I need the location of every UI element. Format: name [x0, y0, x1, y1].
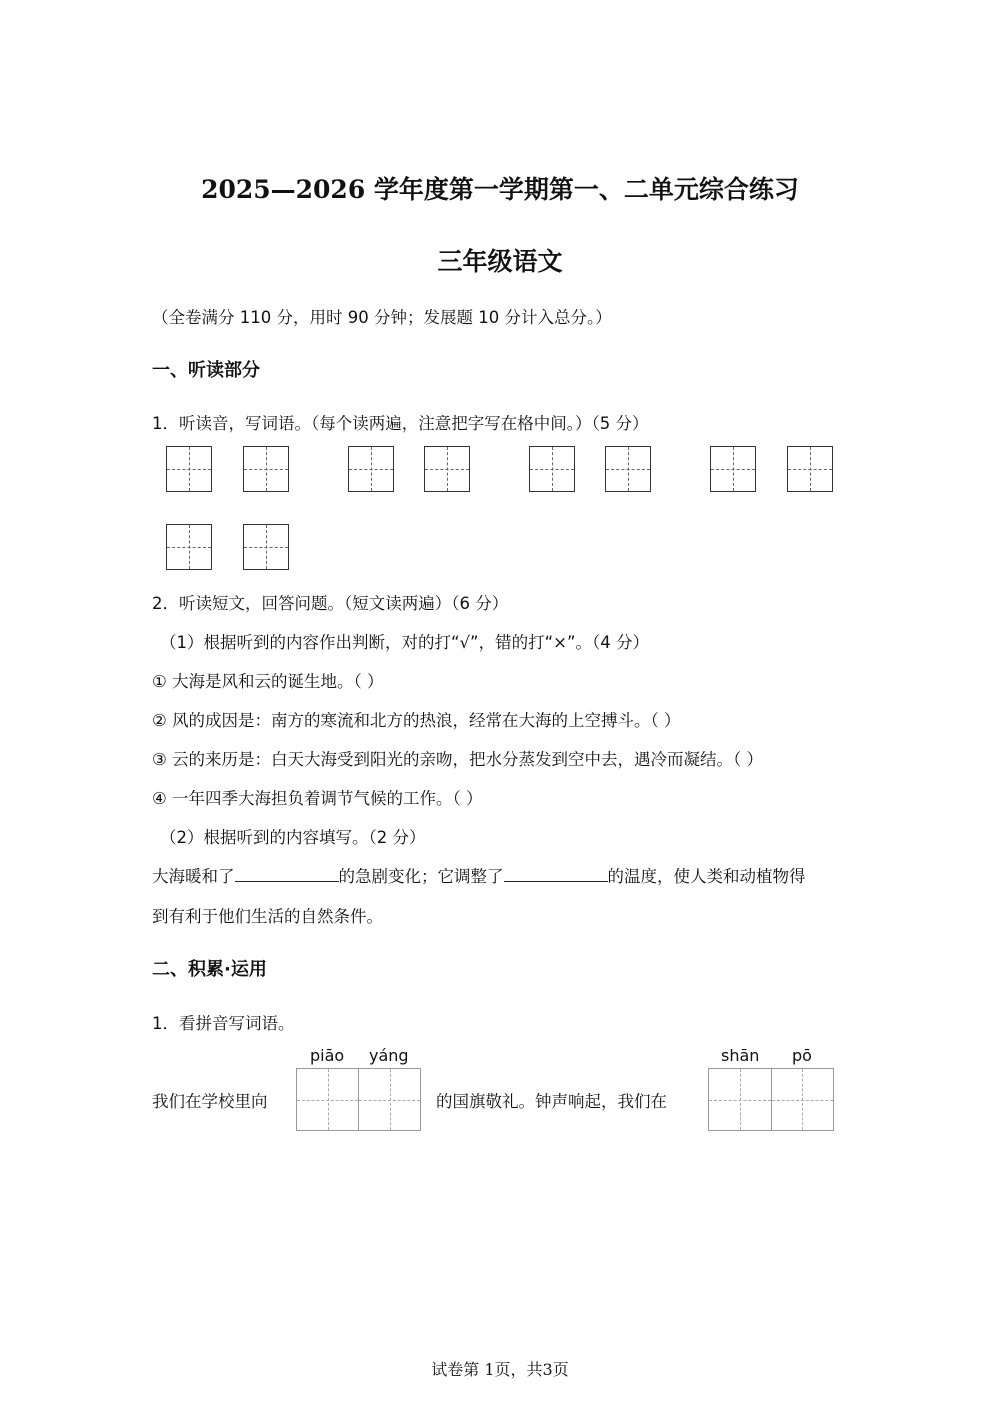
sentence-part-b: 的国旗敬礼。钟声响起，我们在	[436, 1092, 667, 1111]
fill-blank[interactable]	[235, 865, 339, 882]
grid-cell[interactable]	[297, 1069, 359, 1130]
writing-grid[interactable]	[529, 446, 575, 492]
pinyin-label: piāo	[310, 1046, 345, 1065]
fill-text-b: 的急剧变化；它调整了	[338, 867, 504, 886]
sentence-part-a: 我们在学校里向	[152, 1092, 268, 1111]
statement-3: ③ 云的来历是：白天大海受到阳光的亲吻，把水分蒸发到空中去，遇冷而凝结。（ ）	[152, 750, 764, 769]
fill-blank[interactable]	[504, 865, 608, 882]
question-2-1: 1．看拼音写词语。	[152, 1014, 295, 1033]
section-2-heading: 二、积累·运用	[152, 959, 267, 980]
exam-note: （全卷满分 110 分，用时 90 分钟；发展题 10 分计入总分。）	[152, 308, 612, 327]
writing-grid[interactable]	[710, 446, 756, 492]
page-subtitle: 三年级语文	[437, 247, 563, 276]
statement-4: ④ 一年四季大海担负着调节气候的工作。（ ）	[152, 789, 483, 808]
fill-text-c: 的温度，使人类和动植物得	[607, 867, 806, 886]
writing-grid[interactable]	[605, 446, 651, 492]
question-1-2-part1: （1）根据听到的内容作出判断，对的打“√”，错的打“×”。（4 分）	[160, 633, 650, 652]
grid-cell[interactable]	[359, 1069, 420, 1130]
question-1-2: 2．听读短文，回答问题。（短文读两遍）（6 分）	[152, 594, 509, 613]
writing-grid[interactable]	[166, 446, 212, 492]
fill-text-a: 大海暖和了	[152, 867, 235, 886]
pinyin-writing-grid[interactable]	[708, 1068, 834, 1131]
writing-grid[interactable]	[243, 524, 289, 570]
writing-grid[interactable]	[348, 446, 394, 492]
pinyin-label: shān	[721, 1046, 760, 1065]
grid-cell[interactable]	[772, 1069, 834, 1130]
question-1-2-part2: （2）根据听到的内容填写。（2 分）	[160, 828, 426, 847]
writing-grid[interactable]	[787, 446, 833, 492]
pinyin-writing-grid[interactable]	[296, 1068, 421, 1131]
page-title: 2025—2026 学年度第一学期第一、二单元综合练习	[201, 175, 799, 204]
writing-grid[interactable]	[243, 446, 289, 492]
question-1-1: 1．听读音，写词语。（每个读两遍，注意把字写在格中间。）（5 分）	[152, 414, 649, 433]
pinyin-label: pō	[792, 1046, 812, 1065]
page-footer: 试卷第 1页，共3页	[431, 1360, 569, 1379]
writing-grid[interactable]	[424, 446, 470, 492]
grid-cell[interactable]	[709, 1069, 772, 1130]
section-1-heading: 一、听读部分	[152, 360, 260, 381]
pinyin-label: yáng	[369, 1046, 409, 1065]
statement-2: ② 风的成因是：南方的寒流和北方的热浪，经常在大海的上空搏斗。（ ）	[152, 711, 681, 730]
statement-1: ① 大海是风和云的诞生地。（ ）	[152, 672, 384, 691]
writing-grid[interactable]	[166, 524, 212, 570]
fill-in-sentence-continued: 到有利于他们生活的自然条件。	[152, 907, 383, 926]
fill-in-sentence	[152, 863, 806, 887]
